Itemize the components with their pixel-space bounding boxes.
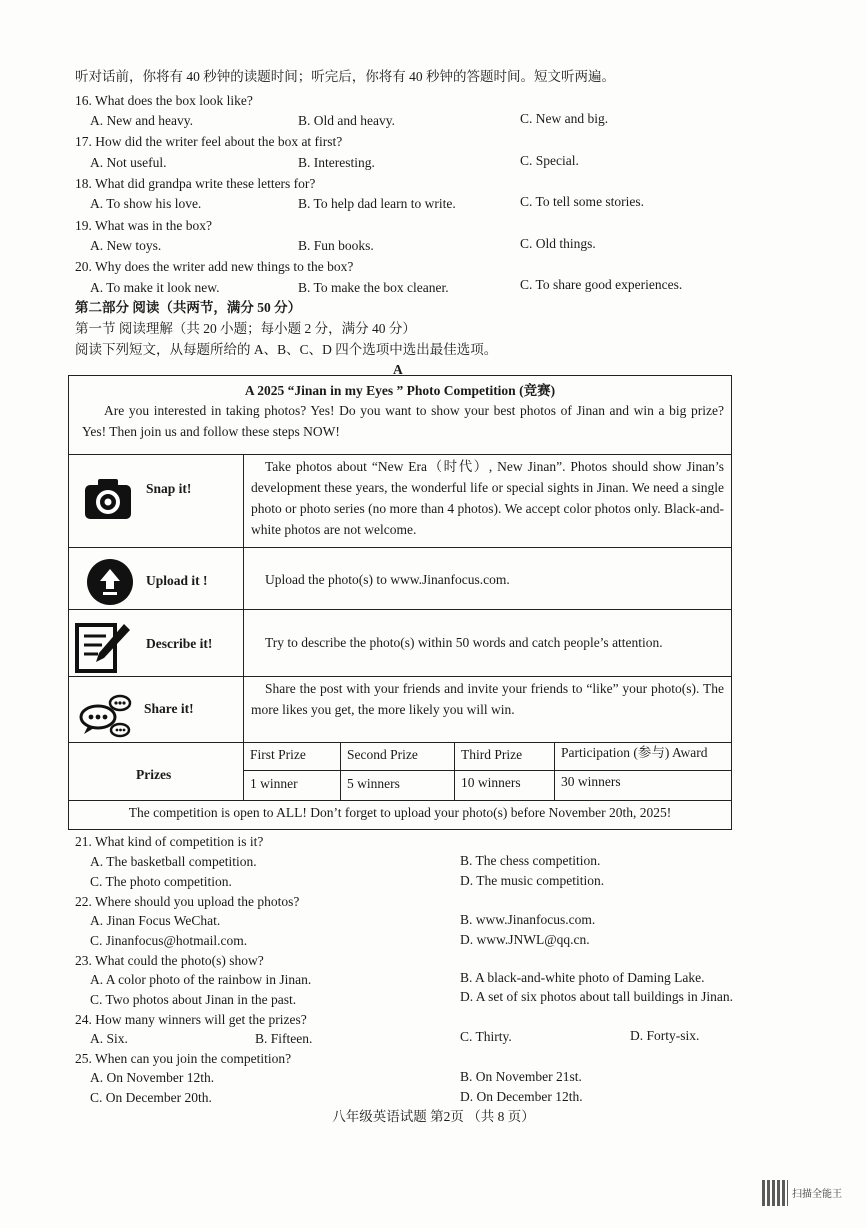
question-25: 25. When can you join the competition? [75,1051,292,1066]
prize-second-winners: 5 winners [347,776,400,791]
question-22: 22. Where should you upload the photos? [75,894,300,909]
q16-option-c: C. New and big. [520,111,609,126]
q23-option-c: C. Two photos about Jinan in the past. [90,992,297,1007]
question-16: 16. What does the box look like? [75,93,253,108]
q20-option-c: C. To share good experiences. [520,277,683,292]
q18-option-b: B. To help dad learn to write. [298,196,456,211]
q24-option-a: A. Six. [90,1031,128,1046]
q24-option-d: D. Forty-six. [630,1028,700,1043]
page-footer: 八年级英语试题 第2页 （共 8 页） [332,1109,535,1124]
q25-option-b: B. On November 21st. [460,1069,582,1084]
poster-title: A 2025 “Jinan in my Eyes ” Photo Competition (竞赛) [244,383,556,398]
q19-option-c: C. Old things. [520,236,596,251]
scanner-badge: 扫描全能王 [792,1189,842,1200]
prize-participation-winners: 30 winners [561,774,621,789]
step-upload-label: Upload it ! [146,573,208,588]
upload-icon [86,558,134,606]
listening-intro: 听对话前，你将有 40 秒钟的读题时间；听完后，你将有 40 秒钟的答题时间。短文听两遍。 [75,69,615,84]
q19-option-a: A. New toys. [90,238,162,253]
q23-option-a: A. A color photo of the rainbow in Jinan. [90,972,312,987]
q18-option-c: C. To tell some stories. [520,194,645,209]
question-18: 18. What did grandpa write these letters for? [75,176,316,191]
prize-third-name: Third Prize [461,747,523,762]
qr-code-icon [762,1180,788,1206]
q21-option-a: A. The basketball competition. [90,854,257,869]
q17-option-c: C. Special. [520,153,579,168]
q19-option-b: B. Fun books. [298,238,374,253]
reading-instruction: 阅读下列短文，从每题所给的 A、B、C、D 四个选项中选出最佳选项。 [75,342,498,357]
question-19: 19. What was in the box? [75,218,212,233]
poster-footer: The competition is open to ALL! Don’t forget to upload your photo(s) before November 20th, 2025! [128,805,672,820]
q25-option-a: A. On November 12th. [90,1070,215,1085]
q23-option-b: B. A black-and-white photo of Daming Lake. [460,970,705,985]
step-snap-text: Take photos about “New Era（时代）, New Jinan”. Photos should show Jinan’s development these years, the wonderful life or special sights in Jinan. We need a single photo or photo series (no more than 4 photos). We accept color photos only. Black-and-white photos are not welcome. [251,459,724,537]
q21-option-b: B. The chess competition. [460,853,601,868]
question-23: 23. What could the photo(s) show? [75,953,264,968]
step-describe-label: Describe it! [146,636,213,651]
step-share-text: Share the post with your friends and invite your friends to “like” your photo(s). The more likes you get, the more likely you will win. [251,681,724,717]
section1-heading: 第一节 阅读理解（共 20 小题；每小题 2 分，满分 40 分） [75,321,416,336]
question-17: 17. How did the writer feel about the box at first? [75,134,343,149]
q22-option-d: D. www.JNWL@qq.cn. [460,932,590,947]
q24-option-c: C. Thirty. [460,1029,512,1044]
q23-option-d: D. A set of six photos about tall buildings in Jinan. [460,989,733,1004]
q21-option-d: D. The music competition. [460,873,605,888]
prizes-label: Prizes [136,767,172,782]
step-describe-text: Try to describe the photo(s) within 50 words and catch people’s attention. [265,635,663,650]
q17-option-a: A. Not useful. [90,155,167,170]
pen-paper-icon [74,620,132,674]
poster-intro: Are you interested in taking photos? Yes! Do you want to show your best photos of Jinan and win a big prize? Yes! Then join us and follow these steps NOW! [82,403,724,439]
q22-option-a: A. Jinan Focus WeChat. [90,913,221,928]
prize-first-name: First Prize [250,747,306,762]
q18-option-a: A. To show his love. [90,196,202,211]
passage-label: A [393,362,403,377]
camera-icon [83,476,133,522]
prize-second-name: Second Prize [347,747,418,762]
step-upload-text: Upload the photo(s) to www.Jinanfocus.com. [265,572,510,587]
q20-option-a: A. To make it look new. [90,280,220,295]
question-21: 21. What kind of competition is it? [75,834,264,849]
prize-participation-name: Participation (参与) Award [561,745,708,760]
q24-option-b: B. Fifteen. [255,1031,313,1046]
question-24: 24. How many winners will get the prizes? [75,1012,307,1027]
q16-option-a: A. New and heavy. [90,113,193,128]
q22-option-b: B. www.Jinanfocus.com. [460,912,596,927]
q25-option-c: C. On December 20th. [90,1090,212,1105]
question-20: 20. Why does the writer add new things to the box? [75,259,354,274]
step-share-label: Share it! [144,701,194,716]
prize-first-winners: 1 winner [250,776,298,791]
step-snap-label: Snap it! [146,481,192,496]
part2-heading: 第二部分 阅读（共两节，满分 50 分） [75,300,302,315]
q16-option-b: B. Old and heavy. [298,113,395,128]
q21-option-c: C. The photo competition. [90,874,232,889]
prize-third-winners: 10 winners [461,775,521,790]
q25-option-d: D. On December 12th. [460,1089,583,1104]
q20-option-b: B. To make the box cleaner. [298,280,449,295]
q22-option-c: C. Jinanfocus@hotmail.com. [90,933,248,948]
q17-option-b: B. Interesting. [298,155,375,170]
chat-bubbles-icon [78,690,134,740]
